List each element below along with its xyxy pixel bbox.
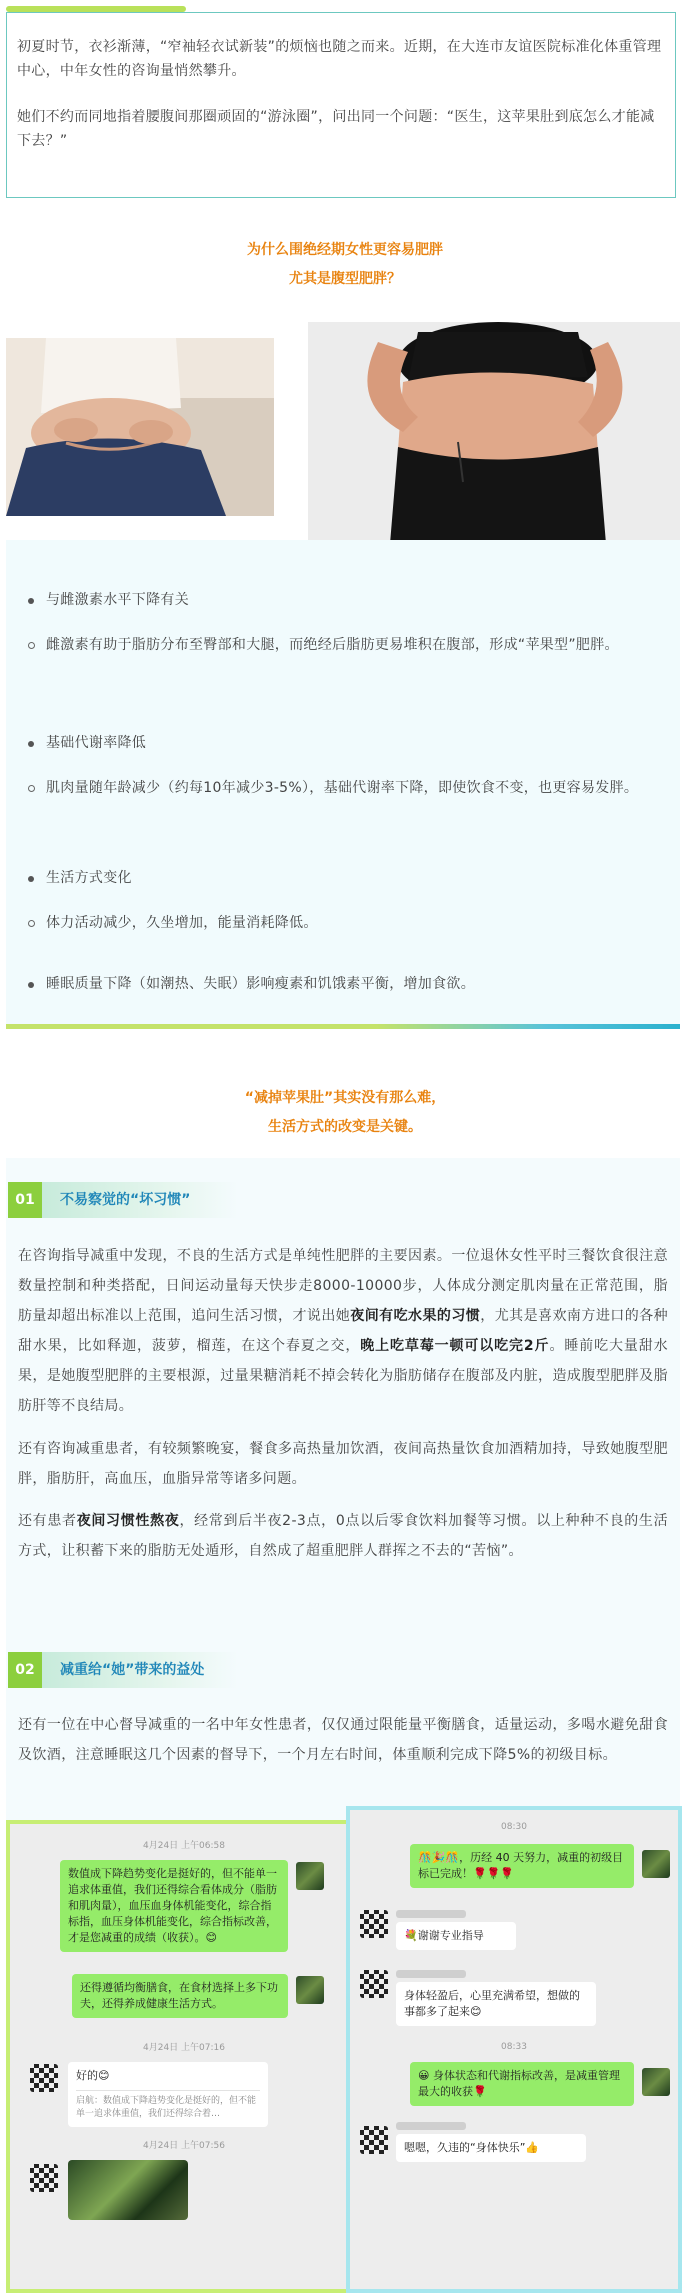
bullet-dot-icon (28, 598, 34, 604)
bullet-ring-icon (28, 920, 35, 927)
bullet-dot-icon (28, 741, 34, 747)
bullet-dot-icon (28, 876, 34, 882)
sender-name-blurred (396, 1970, 466, 1978)
chat-left-time-2: 4月24日 上午07:16 (143, 2043, 225, 2053)
intro-box (6, 12, 676, 198)
sender-name-blurred (396, 2122, 466, 2130)
section-1-paragraph-2: 还有咨询减重患者，有较频繁晚宴，餐食多高热量加饮酒，夜间高热量饮食加酒精加持，导致她腹型肥胖，脂肪肝，高血压，血脂异常等诸多问题。 (18, 1441, 668, 1487)
section-2-title: 减重给“她”带来的益处 (60, 1662, 205, 1678)
section-1-paragraph-1: 在咨询指导减重中发现，不良的生活方式是单纯性肥胖的主要因素。一位退休女性平时三餐饮食很注意数量控制和种类搭配，日间运动量每天快步走8000-10000步，人体成分测定肌肉量在正常范围，脂肪量却超出标准以上范围，追问生活习惯，才说出她夜间有吃水果的习惯，尤其是喜欢南方进口的各种甜水果，比如释迦，菠萝，榴莲，在这个春夏之交，晚上吃草莓一顿可以吃完2斤。睡前吃大量甜水果，是她腹型肥胖的主要根源，过量果糖消耗不掉会转化为脂肪储存在腹部及内脏，造成腹型肥胖及脂肪肝等不良结局。 (18, 1248, 669, 1414)
doctor-avatar (296, 1976, 324, 2004)
chat-left-time-1: 4月24日 上午06:58 (143, 1841, 225, 1851)
patient-avatar (30, 2064, 58, 2092)
section-2-header (8, 1652, 238, 1688)
cause-item-sleep: 睡眠质量下降（如潮热、失眠）影响瘦素和饥饿素平衡，增加食欲。 (28, 970, 668, 999)
section-2-paragraph-1: 还有一位在中心督导减重的一名中年女性患者，仅仅通过限能量平衡膳食，适量运动，多喝水避免甜食及饮酒，注意睡眠这几个因素的督导下，一个月左右时间，体重顺利完成下降5%的初级目标。 (18, 1717, 668, 1763)
bullet-dot-icon (28, 982, 34, 988)
chat-right-time-1: 08:30 (501, 1822, 527, 1832)
heading-key-line-2: 生活方式的改变是关键。 (268, 1119, 422, 1135)
belly-illustration-right (308, 322, 680, 568)
cause-item-lifestyle: 生活方式变化 (28, 864, 668, 893)
section-1-header (8, 1182, 238, 1218)
chat-left-message-1: 数值成下降趋势变化是挺好的，但不能单一追求体重值，我们还得综合看体成分（脂肪和肌肉量），血压血身体机能变化，综合指标指，血压身体机能变化，综合指标改善，才是您减重的成绩（收获）。😊 (60, 1860, 288, 1952)
intro-paragraph-2: 她们不约而同地指着腰腹间那圈顽固的“游泳圈”，问出同一个问题：“医生，这苹果肚到底怎么才能减下去？” (17, 109, 655, 149)
chat-right-message-2: 💐谢谢专业指导 (396, 1922, 516, 1950)
chat-left-message-2: 还得遵循均衡膳食，在食材选择上多下功夫，还得养成健康生活方式。 (72, 1974, 288, 2018)
chat-right-message-1: 🎊🎉🎊，历经 40 天努力，减重的初级目标已完成！🌹🌹🌹 (410, 1844, 634, 1888)
chat-screenshot-left (6, 1820, 362, 2293)
food-photo-thumbnail (68, 2160, 188, 2220)
highlight-strawberry: 晚上吃草莓一顿可以吃完2斤 (360, 1338, 550, 1354)
heading-why-line-1: 为什么围绝经期女性更容易肥胖 (247, 242, 443, 258)
bullet-ring-icon (28, 785, 35, 792)
chat-left-quote: 启航：数值成下降趋势变化是挺好的，但不能单一追求体重值，我们还得综合着… (76, 2090, 260, 2121)
chat-screenshot-right (346, 1806, 682, 2293)
highlight-night-fruit: 夜间有吃水果的习惯 (350, 1308, 481, 1324)
patient-avatar-right (642, 2068, 670, 2096)
section-2-number: 02 (8, 1652, 42, 1688)
belly-photo-left (6, 338, 274, 516)
chat-left-reply (68, 2062, 268, 2127)
sender-avatar (360, 2126, 388, 2154)
chat-left-time-3: 4月24日 上午07:56 (143, 2141, 225, 2151)
cause-detail-estrogen: 雌激素有助于脂肪分布至臀部和大腿，而绝经后脂肪更易堆积在腹部，形成“苹果型”肥胖。 (28, 631, 668, 660)
section-1-paragraph-3: 还有患者夜间习惯性熬夜，经常到后半夜2-3点，0点以后零食饮料加餐等习惯。以上种种不良的生活方式，让积蓄下来的脂肪无处遁形，自然成了超重肥胖人群挥之不去的“苦恼”。 (18, 1513, 668, 1559)
chat-right-time-2: 08:33 (501, 2042, 527, 2052)
sender-avatar (360, 1970, 388, 1998)
chat-right-message-5: 嗯嗯，久违的“身体快乐”👍 (396, 2134, 586, 2162)
bullet-ring-icon (28, 642, 35, 649)
cause-detail-metabolism: 肌肉量随年龄减少（约每10年减少3-5%），基础代谢率下降，即使饮食不变，也更容易发胖。 (28, 774, 668, 803)
sender-name-blurred (396, 1910, 466, 1918)
patient-avatar-right (642, 1850, 670, 1878)
intro-paragraph-1: 初夏时节，衣衫渐薄，“窄袖轻衣试新装”的烦恼也随之而来。近期，在大连市友谊医院标准化体重管理中心，中年女性的咨询量悄然攀升。 (17, 39, 662, 79)
causes-divider (6, 1024, 680, 1029)
cause-detail-lifestyle: 体力活动减少，久坐增加，能量消耗降低。 (28, 909, 668, 938)
cause-item-metabolism: 基础代谢率降低 (28, 729, 668, 758)
patient-avatar (30, 2164, 58, 2192)
section-1-title: 不易察觉的“坏习惯” (60, 1192, 191, 1208)
belly-photo-right (308, 322, 680, 568)
highlight-stay-up-late: 夜间习惯性熬夜 (76, 1513, 180, 1529)
chat-right-message-4: 😀 身体状态和代谢指标改善，是减重管理最大的收获🌹 (410, 2062, 634, 2106)
heading-why-line-2: 尤其是腹型肥胖？ (289, 271, 401, 287)
cause-item-estrogen: 与雌激素水平下降有关 (28, 586, 668, 615)
section-1-number: 01 (8, 1182, 42, 1218)
belly-illustration-left (6, 338, 274, 516)
chat-right-message-3: 身体轻盈后，心里充满希望，想做的事都多了起来😊 (396, 1982, 596, 2026)
chat-left-message-3: 好的😊 (76, 2069, 110, 2082)
heading-key-line-1: “减掉苹果肚”其实没有那么难， (244, 1090, 446, 1106)
doctor-avatar (296, 1862, 324, 1890)
sender-avatar (360, 1910, 388, 1938)
